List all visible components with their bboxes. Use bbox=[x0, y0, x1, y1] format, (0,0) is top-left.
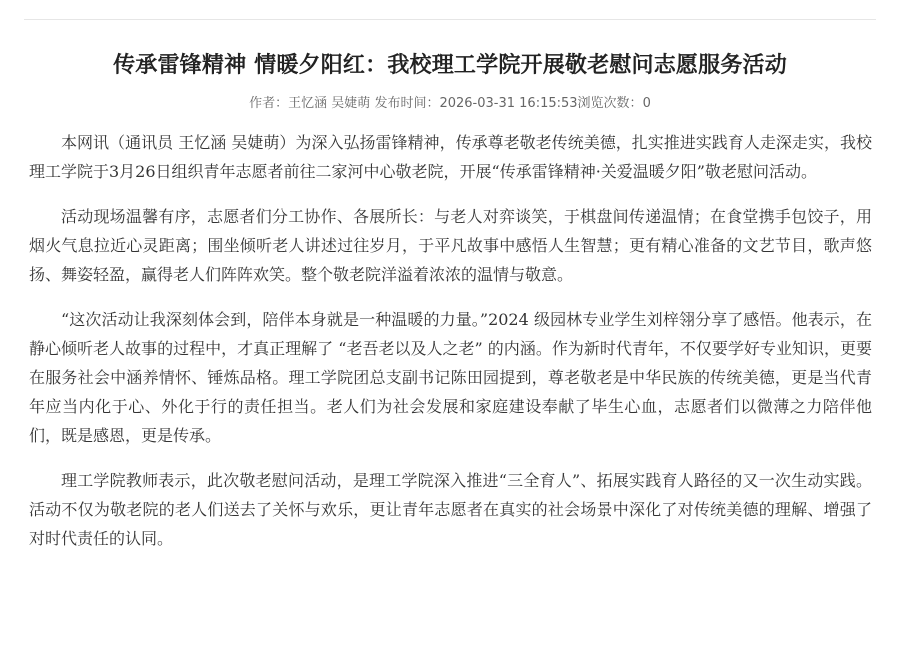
view-count-value: 0 bbox=[642, 96, 651, 111]
author-value: 王忆涵 吴婕萌 bbox=[288, 96, 371, 111]
publish-time-label: 发布时间： bbox=[374, 96, 440, 111]
paragraph-3: “这次活动让我深刻体会到，陪伴本身就是一种温暖的力量。”2024 级园林专业学生刘梓翎分享了感悟。他表示，在静心倾听老人故事的过程中，才真正理解了 “老吾老以及人之老” 的内涵。作为新时代青年，不仅要学好专业知识，更要在服务社会中涵养情怀、锤炼品格。理工学院团总支副书记陈田园提到，尊老敬老是中华民族的传统美德，更是当代青年应当内化于心、外化于行的责任担当。老人们为社会发展和家庭建设奉献了毕生心血，志愿者们以微薄之力陪伴他们，既是感恩，更是传承。 bbox=[29, 310, 872, 445]
publish-time-value: 2026-03-31 16:15:53 bbox=[439, 96, 578, 111]
view-count-label: 浏览次数： bbox=[577, 96, 643, 111]
article bbox=[24, 20, 876, 569]
paragraph-4: 理工学院教师表示，此次敬老慰问活动，是理工学院深入推进“三全育人”、拓展实践育人路径的又一次生动实践。活动不仅为敬老院的老人们送去了关怀与欢乐，更让青年志愿者在真实的社会场景中深化了对传统美德的理解、增强了对时代责任的认同。 bbox=[29, 471, 872, 548]
article-title: 传承雷锋精神 情暖夕阳红：我校理工学院开展敬老慰问志愿服务活动 bbox=[113, 53, 787, 78]
article-body bbox=[24, 128, 876, 553]
author-label: 作者： bbox=[249, 96, 289, 111]
paragraph-2: 活动现场温馨有序，志愿者们分工协作、各展所长：与老人对弈谈笑，于棋盘间传递温情；在食堂携手包饺子，用烟火气息拉近心灵距离；围坐倾听老人讲述过往岁月，于平凡故事中感悟人生智慧；更有精心准备的文艺节目，歌声悠扬、舞姿轻盈，赢得老人们阵阵欢笑。整个敬老院洋溢着浓浓的温情与敬意。 bbox=[29, 207, 872, 284]
article-meta bbox=[24, 94, 876, 114]
paragraph-1: 本网讯（通讯员 王忆涵 吴婕萌）为深入弘扬雷锋精神，传承尊老敬老传统美德，扎实推进实践育人走深走实，我校理工学院于3月26日组织青年志愿者前往二家河中心敬老院，开展“传承雷锋精神·关爱温暖夕阳”敬老慰问活动。 bbox=[29, 133, 872, 181]
